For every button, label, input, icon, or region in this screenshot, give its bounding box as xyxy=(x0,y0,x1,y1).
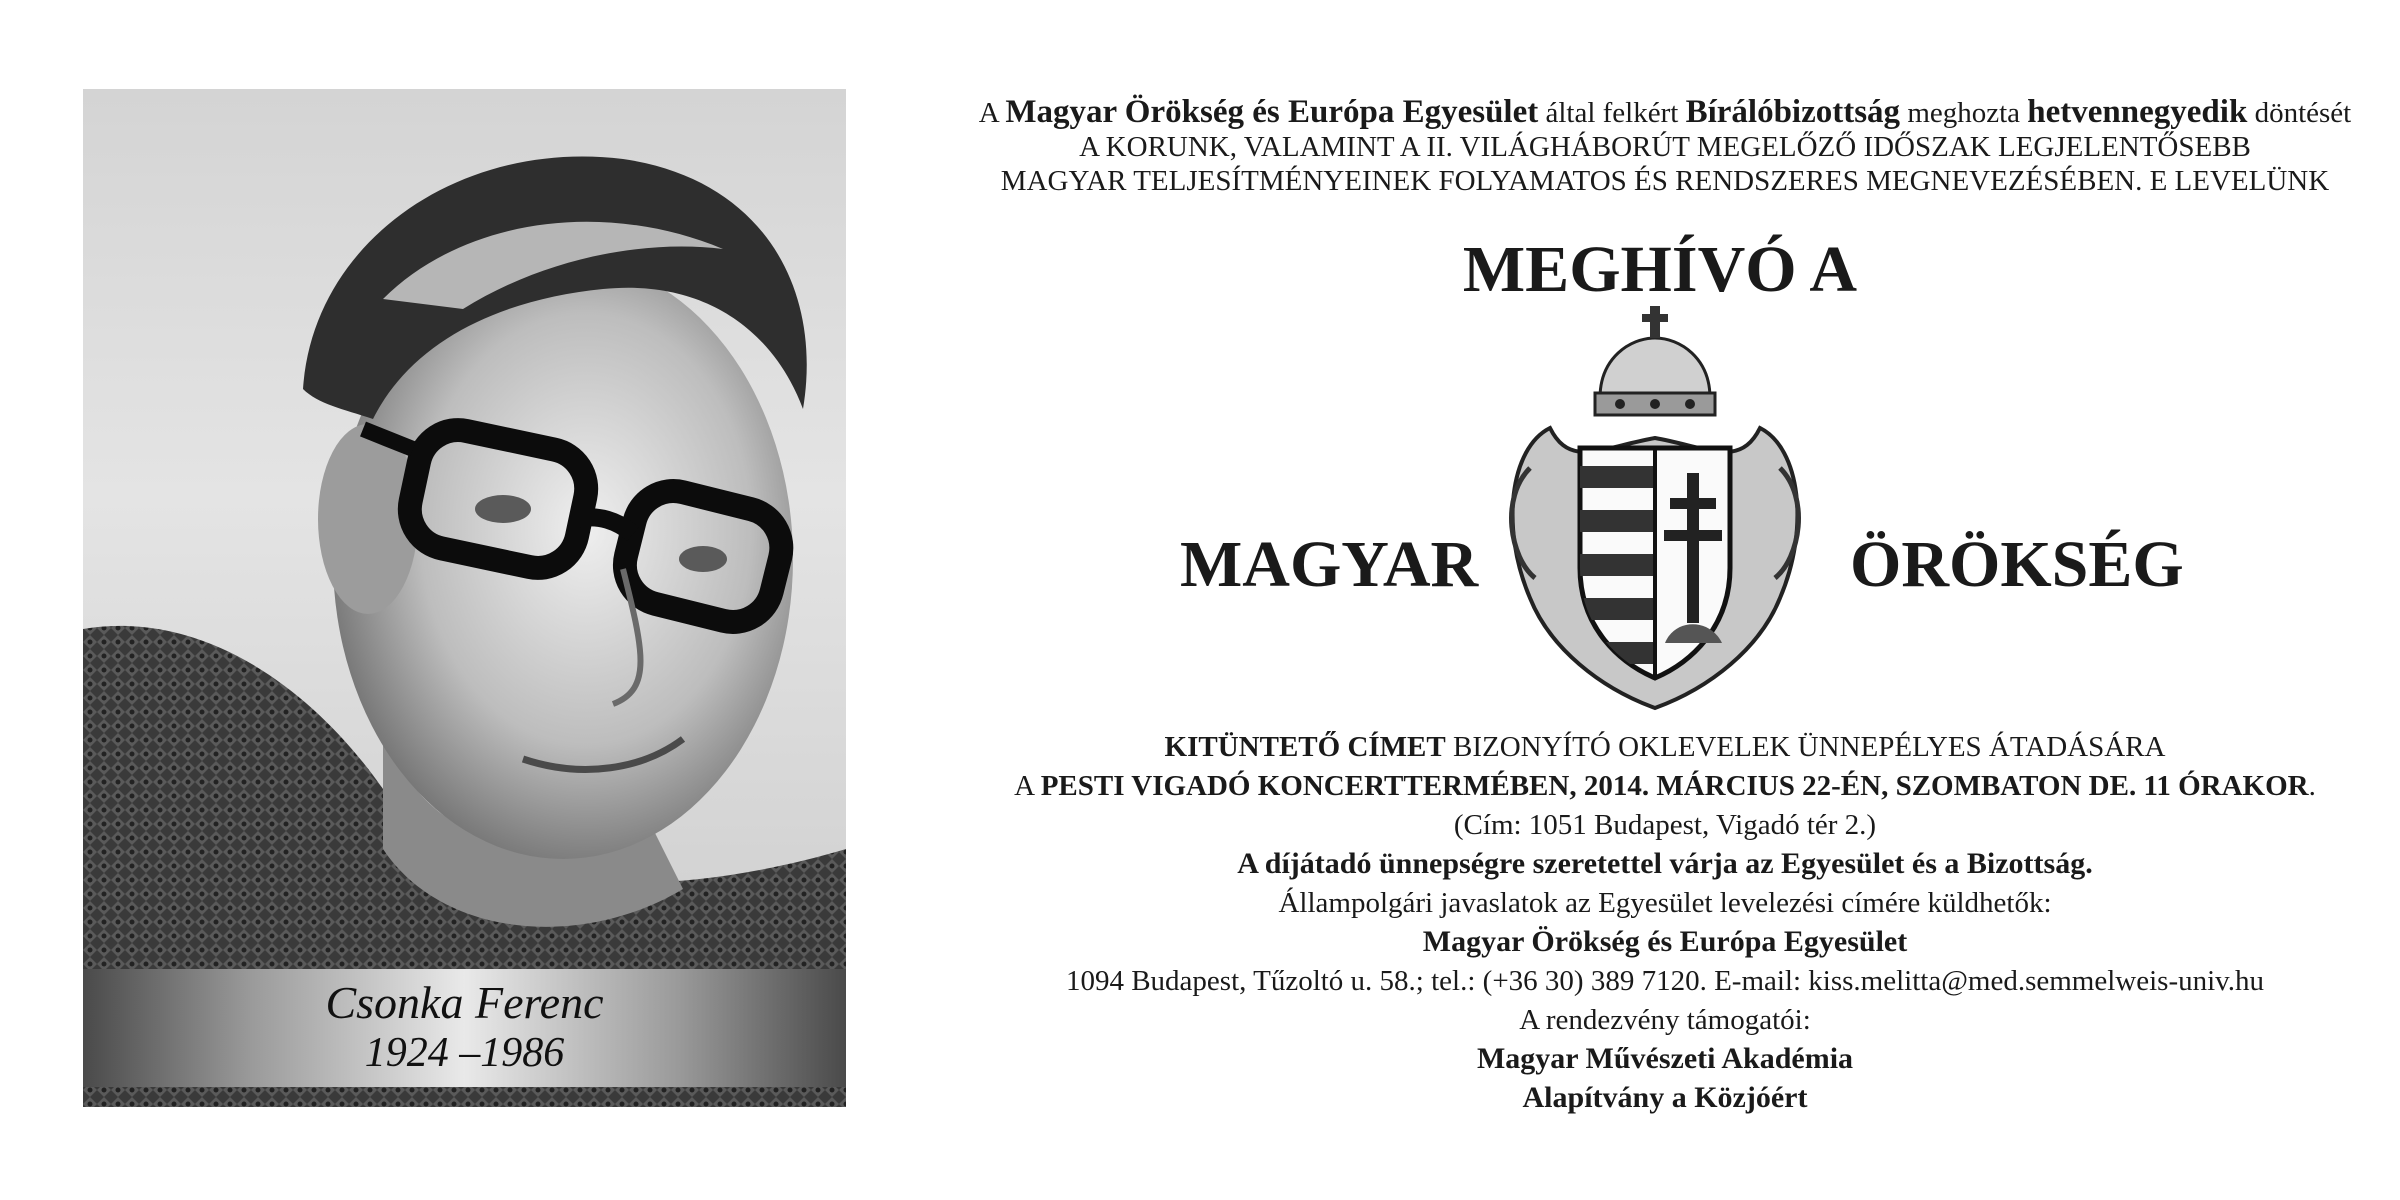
association-mailing-name: Magyar Örökség és Európa Egyesület xyxy=(1422,925,1908,958)
details-text: . xyxy=(2308,770,2316,802)
association-name: Magyar Örökség és Európa Egyesület xyxy=(1005,94,1539,130)
intro-paragraph xyxy=(930,95,2400,198)
portrait-name: Csonka Ferenc xyxy=(325,977,604,1028)
intro-line-2: A KORUNK, VALAMINT A II. VILÁGHÁBORÚT MEGELŐZŐ IDŐSZAK LEGJELENTŐSEBB xyxy=(1079,131,2251,163)
portrait-photo xyxy=(83,89,846,1107)
intro-line-3: MAGYAR TELJESÍTMÉNYEINEK FOLYAMATOS ÉS RENDSZERES MEGNEVEZÉSÉBEN. E LEVELÜNK xyxy=(1000,165,2330,197)
award-title-text: KITÜNTETŐ CÍMET xyxy=(1164,731,1446,763)
intro-text: döntését xyxy=(2247,97,2352,129)
sponsor-2: Alapítvány a Közjóért xyxy=(1522,1081,1808,1114)
sponsor-1: Magyar Művészeti Akadémia xyxy=(1476,1042,1854,1075)
proposals-line: Állampolgári javaslatok az Egyesület levelezési címére küldhetők: xyxy=(1278,887,2052,919)
crown-icon xyxy=(1595,306,1715,415)
invitation-title: MEGHÍVÓ A xyxy=(1462,233,1858,306)
title-orokseg: ÖRÖKSÉG xyxy=(1850,528,2184,601)
coat-of-arms-icon xyxy=(1490,298,1820,718)
title-magyar: MAGYAR xyxy=(1180,528,1479,601)
decision-ordinal: hetvennegyedik xyxy=(2027,94,2248,130)
welcome-line: A díjátadó ünnepségre szeretettel várja az Egyesület és a Bizottság. xyxy=(1237,847,2093,880)
portrait-caption xyxy=(83,969,846,1087)
details-text: BIZONYÍTÓ OKLEVELEK ÜNNEPÉLYES ÁTADÁSÁRA xyxy=(1445,731,2166,763)
intro-text: A xyxy=(978,97,1006,129)
intro-line-1 xyxy=(930,95,2400,130)
details-text: A xyxy=(1014,770,1041,802)
details-line-2 xyxy=(930,769,2400,803)
details-line-1 xyxy=(930,730,2400,764)
event-details xyxy=(930,730,2400,1120)
committee-name: Bírálóbizottság xyxy=(1685,94,1901,130)
portrait-illustration xyxy=(83,89,846,1107)
sponsors-heading: A rendezvény támogatói: xyxy=(1519,1004,1811,1036)
venue-and-date: PESTI VIGADÓ KONCERTTERMÉBEN, 2014. MÁRCIUS 22-ÉN, SZOMBATON DE. 11 ÓRAKOR xyxy=(1040,770,2309,802)
venue-address: (Cím: 1051 Budapest, Vigadó tér 2.) xyxy=(1453,809,1877,841)
portrait-years: 1924 –1986 xyxy=(364,1030,565,1076)
intro-text: által felkért xyxy=(1538,97,1686,129)
intro-text: meghozta xyxy=(1900,97,2028,129)
contact-line: 1094 Budapest, Tűzoltó u. 58.; tel.: (+36 30) 389 7120. E-mail: kiss.melitta@med.semmelweis-univ.hu xyxy=(1065,965,2265,997)
